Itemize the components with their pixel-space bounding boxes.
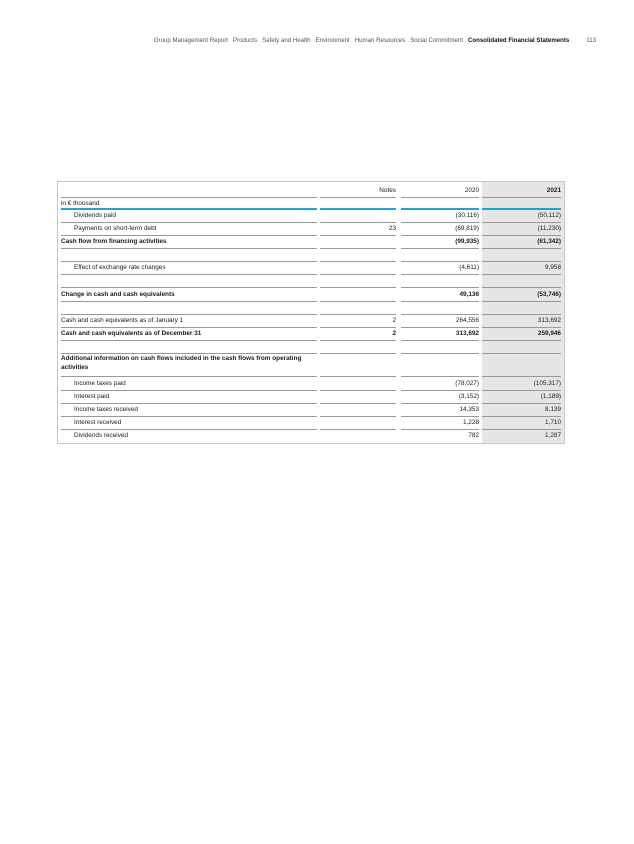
table-header-row	[58, 184, 563, 197]
page-number: 113	[586, 37, 596, 44]
table-row: Additional information on cash flows included in the cash flows from operating activities	[61, 355, 302, 371]
unit-label: in € thousand	[61, 200, 100, 207]
table-row: Change in cash and cash equivalents 49,136 (53,746)	[61, 291, 561, 298]
nav-consolidated-financial-statements[interactable]: Consolidated Financial Statements	[468, 37, 570, 44]
col-header-2021: 2021	[546, 187, 561, 194]
table-row: Cash flow from financing activities (99,935) (61,342)	[61, 238, 561, 245]
nav-safety-and-health[interactable]: Safety and Health	[262, 37, 311, 44]
nav-human-resources[interactable]: Human Resources	[354, 37, 406, 44]
header-nav	[0, 37, 596, 44]
nav-social-commitment[interactable]: Social Commitment	[410, 37, 464, 44]
table-row: Interest paid (3,152) (1,189)	[74, 393, 561, 400]
nav-group-management-report[interactable]: Group Management Report	[153, 37, 228, 44]
nav-products[interactable]: Products	[233, 37, 258, 44]
cash-flow-table	[57, 181, 565, 444]
table-row: Dividends paid (30,116) (50,112)	[74, 212, 561, 219]
col-header-2020: 2020	[464, 187, 479, 194]
table-row: Cash and cash equivalents as of January 1 2 264,556 313,692	[61, 317, 561, 324]
table-row: Effect of exchange rate changes (4,611) 9,958	[74, 264, 561, 271]
nav-environment[interactable]: Environment	[315, 37, 350, 44]
table-row: Income taxes paid (78,027) (105,317)	[74, 380, 561, 387]
table-row: Income taxes received 14,353 8,139	[74, 406, 561, 413]
table-row: Interest received 1,228 1,710	[74, 419, 561, 426]
col-header-notes: Notes	[379, 187, 396, 194]
table-row: Dividends received 782 1,287	[74, 432, 561, 439]
table-row: Cash and cash equivalents as of December 31 2 313,692 259,946	[61, 330, 561, 337]
table-row: Payments on short-term debt 23 (69,819) (11,230)	[74, 225, 561, 232]
